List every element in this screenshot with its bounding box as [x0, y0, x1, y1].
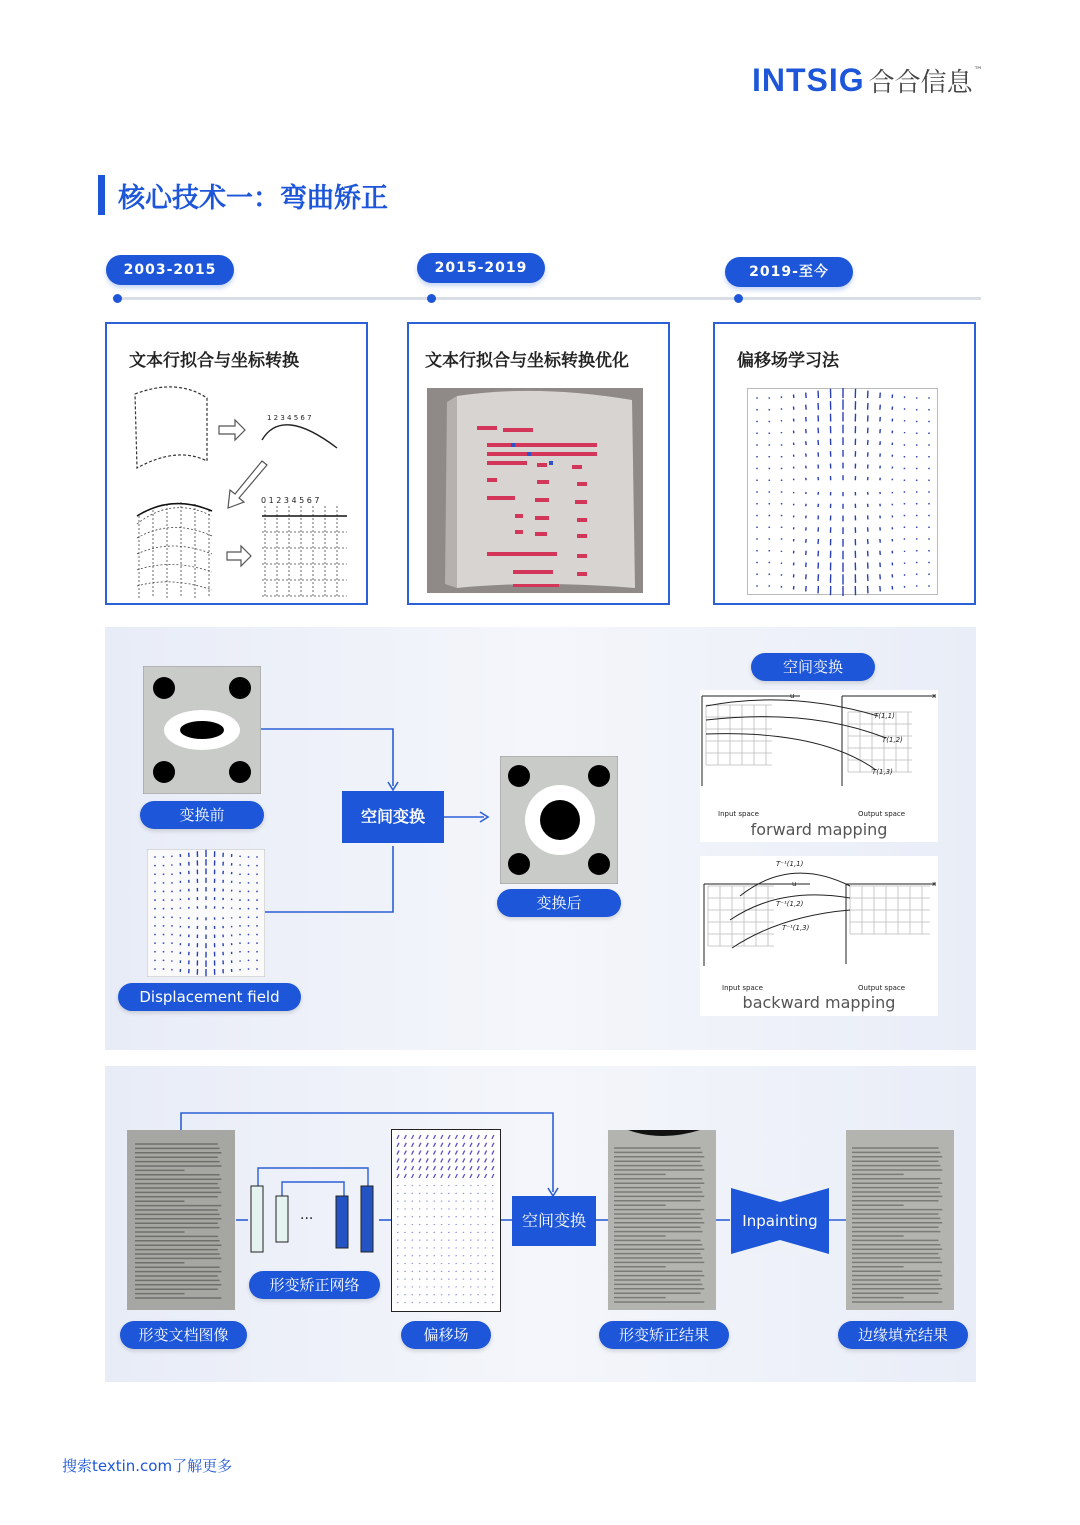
vector-stroke [477, 1302, 479, 1303]
vector-stroke [426, 1217, 428, 1218]
vector-stroke [404, 1248, 406, 1249]
vector-stroke [434, 1256, 436, 1257]
vector-stroke [419, 1209, 421, 1210]
vector-stroke [404, 1217, 406, 1218]
vector-stroke [470, 1263, 472, 1264]
vector-stroke [485, 1232, 487, 1233]
backward-mapping-caption: backward mapping [742, 993, 896, 1012]
vector-stroke [470, 1302, 472, 1303]
vector-stroke [470, 1185, 472, 1186]
vector-stroke [397, 1209, 399, 1210]
vector-stroke [441, 1193, 443, 1194]
vector-stroke [448, 1256, 450, 1257]
vector-stroke [397, 1224, 399, 1225]
vector-stroke [485, 1193, 487, 1194]
vector-stroke [455, 1263, 457, 1264]
vector-stroke [455, 1193, 457, 1194]
vector-stroke [441, 1232, 443, 1233]
forward-mapping-caption: forward mapping [750, 820, 888, 839]
vector-stroke [412, 1256, 414, 1257]
vector-stroke [397, 1185, 399, 1186]
vector-stroke [404, 1201, 406, 1202]
vector-stroke [492, 1256, 494, 1257]
vector-stroke [470, 1271, 472, 1272]
vector-stroke [441, 1217, 443, 1218]
vector-stroke [434, 1240, 436, 1241]
vector-stroke [441, 1279, 443, 1280]
vector-stroke [441, 1263, 443, 1264]
before-label: 变换前 [140, 801, 264, 829]
vector-stroke [426, 1224, 428, 1225]
vector-stroke [441, 1287, 443, 1288]
vector-stroke [397, 1279, 399, 1280]
vector-stroke [412, 1287, 414, 1288]
vector-stroke [412, 1201, 414, 1202]
vector-stroke [485, 1256, 487, 1257]
vector-stroke [492, 1295, 494, 1296]
vector-stroke [455, 1302, 457, 1303]
vector-stroke [470, 1193, 472, 1194]
timeline-period-1: 2003-2015 [106, 255, 234, 285]
vector-stroke [477, 1217, 479, 1218]
vector-stroke [477, 1256, 479, 1257]
vector-stroke [470, 1240, 472, 1241]
vector-stroke [485, 1271, 487, 1272]
vector-stroke [426, 1232, 428, 1233]
vector-stroke [470, 1256, 472, 1257]
vector-stroke [426, 1209, 428, 1210]
fwd-x: x [932, 692, 937, 700]
vector-stroke [426, 1201, 428, 1202]
inpainting-block [731, 1188, 829, 1254]
vector-stroke [477, 1279, 479, 1280]
vector-stroke [448, 1295, 450, 1296]
vector-stroke [463, 1240, 465, 1241]
vector-stroke [412, 1232, 414, 1233]
vector-stroke [485, 1201, 487, 1202]
vector-stroke [448, 1240, 450, 1241]
vector-stroke [404, 1224, 406, 1225]
offset-field-label: 偏移场 [401, 1321, 491, 1349]
vector-stroke [412, 1279, 414, 1280]
vector-stroke [441, 1248, 443, 1249]
vector-stroke [492, 1185, 494, 1186]
vector-stroke [463, 1232, 465, 1233]
vector-stroke [485, 1302, 487, 1303]
vector-stroke [492, 1248, 494, 1249]
vector-stroke [455, 1256, 457, 1257]
vector-stroke [477, 1271, 479, 1272]
vector-stroke [492, 1240, 494, 1241]
pipeline-spatial-transform-block: 空间变换 [512, 1196, 596, 1246]
bwd-t3: T⁻¹(1,3) [782, 924, 810, 932]
vector-stroke [492, 1279, 494, 1280]
vector-stroke [477, 1185, 479, 1186]
vector-stroke [485, 1287, 487, 1288]
after-label: 变换后 [497, 889, 621, 917]
vector-stroke [412, 1295, 414, 1296]
vector-stroke [477, 1224, 479, 1225]
logo-text-cn: 合合信息 [868, 68, 973, 98]
vector-stroke [492, 1263, 494, 1264]
vector-stroke [426, 1287, 428, 1288]
vector-stroke [397, 1256, 399, 1257]
vector-stroke [434, 1193, 436, 1194]
vector-stroke [463, 1193, 465, 1194]
vector-stroke [448, 1287, 450, 1288]
spatial-transform-block: 空间变换 [342, 791, 444, 843]
vector-stroke [426, 1240, 428, 1241]
inpainting-label: Inpainting [742, 1212, 818, 1230]
vector-stroke [404, 1232, 406, 1233]
vector-stroke [485, 1248, 487, 1249]
vector-stroke [397, 1217, 399, 1218]
svg-text:1 2 3 4 5 6 7: 1 2 3 4 5 6 7 [267, 414, 312, 422]
vector-stroke [434, 1263, 436, 1264]
vector-stroke [463, 1287, 465, 1288]
vector-stroke [404, 1287, 406, 1288]
vector-stroke [441, 1271, 443, 1272]
fwd-t1: T(1,1) [874, 712, 895, 720]
vector-stroke [419, 1193, 421, 1194]
vector-stroke [455, 1232, 457, 1233]
vector-stroke [434, 1302, 436, 1303]
vector-stroke [434, 1279, 436, 1280]
fwd-output-label: Output space [858, 810, 906, 818]
vector-stroke [463, 1185, 465, 1186]
vector-stroke [463, 1248, 465, 1249]
vector-stroke [434, 1217, 436, 1218]
vector-stroke [470, 1232, 472, 1233]
vector-stroke [426, 1185, 428, 1186]
vector-stroke [404, 1302, 406, 1303]
vector-stroke [463, 1271, 465, 1272]
vector-stroke [426, 1263, 428, 1264]
card-3-title: 偏移场学习法 [737, 351, 839, 371]
timeline-period-3: 2019-至今 [725, 257, 853, 287]
logo-text-en: INTSIG [752, 62, 865, 98]
vector-stroke [412, 1185, 414, 1186]
vector-stroke [419, 1302, 421, 1303]
vector-stroke [448, 1193, 450, 1194]
vector-stroke [455, 1271, 457, 1272]
fwd-u: u [790, 692, 795, 700]
vector-stroke [397, 1271, 399, 1272]
fwd-t3: T(1,3) [872, 768, 893, 776]
vector-stroke [492, 1201, 494, 1202]
vector-stroke [397, 1287, 399, 1288]
vector-stroke [448, 1209, 450, 1210]
vector-stroke [448, 1302, 450, 1303]
vector-stroke [448, 1279, 450, 1280]
vector-stroke [492, 1193, 494, 1194]
vector-stroke [463, 1201, 465, 1202]
vector-stroke [404, 1279, 406, 1280]
vector-stroke [434, 1201, 436, 1202]
vector-stroke [412, 1248, 414, 1249]
vector-stroke [463, 1295, 465, 1296]
vector-stroke [404, 1271, 406, 1272]
bwd-input-label: Input space [722, 984, 763, 992]
vector-stroke [412, 1240, 414, 1241]
vector-stroke [441, 1185, 443, 1186]
vector-stroke [412, 1263, 414, 1264]
bwd-t2: T⁻¹(1,2) [776, 900, 804, 908]
vector-stroke [463, 1224, 465, 1225]
correction-network-label: 形变矫正网络 [249, 1271, 380, 1299]
vector-stroke [419, 1201, 421, 1202]
vector-stroke [434, 1248, 436, 1249]
vector-stroke [434, 1185, 436, 1186]
vector-stroke [412, 1193, 414, 1194]
grid-digit-labels: 0 1 2 3 4 5 6 7 [261, 496, 320, 505]
vector-stroke [404, 1295, 406, 1296]
offset-field-image [391, 1129, 501, 1312]
vector-stroke [485, 1217, 487, 1218]
vector-stroke [412, 1224, 414, 1225]
vector-stroke [463, 1263, 465, 1264]
vector-stroke [419, 1287, 421, 1288]
vector-stroke [404, 1209, 406, 1210]
vector-stroke [419, 1263, 421, 1264]
vector-stroke [485, 1263, 487, 1264]
card-1-title: 文本行拟合与坐标转换 [129, 351, 299, 371]
vector-stroke [426, 1193, 428, 1194]
vector-stroke [404, 1240, 406, 1241]
vector-stroke [470, 1201, 472, 1202]
vector-stroke [448, 1271, 450, 1272]
vector-stroke [492, 1232, 494, 1233]
vector-stroke [397, 1240, 399, 1241]
vector-stroke [470, 1209, 472, 1210]
vector-stroke [448, 1217, 450, 1218]
vector-stroke [448, 1185, 450, 1186]
vector-stroke [426, 1256, 428, 1257]
vector-stroke [485, 1295, 487, 1296]
page-title: 核心技术一：弯曲矫正 [118, 183, 388, 214]
vector-stroke [463, 1256, 465, 1257]
vector-stroke [448, 1232, 450, 1233]
vector-stroke [434, 1287, 436, 1288]
vector-stroke [492, 1271, 494, 1272]
vector-stroke [470, 1295, 472, 1296]
vector-stroke [485, 1279, 487, 1280]
mapping-section-label: 空间变换 [751, 653, 875, 681]
vector-stroke [419, 1295, 421, 1296]
vector-stroke [419, 1248, 421, 1249]
inpainted-result-label: 边缘填充结果 [838, 1321, 968, 1349]
vector-stroke [397, 1232, 399, 1233]
bwd-u: u [792, 880, 797, 888]
vector-stroke [397, 1302, 399, 1303]
deformed-document-image [127, 1130, 235, 1310]
vector-stroke [485, 1224, 487, 1225]
vector-stroke [448, 1224, 450, 1225]
vector-stroke [426, 1271, 428, 1272]
vector-stroke [441, 1240, 443, 1241]
vector-stroke [419, 1232, 421, 1233]
vector-stroke [412, 1271, 414, 1272]
vector-stroke [419, 1279, 421, 1280]
vector-stroke [485, 1209, 487, 1210]
vector-stroke [477, 1209, 479, 1210]
vector-stroke [434, 1224, 436, 1225]
vector-stroke [477, 1201, 479, 1202]
vector-stroke [441, 1295, 443, 1296]
vector-stroke [463, 1217, 465, 1218]
displacement-field-label: Displacement field [118, 983, 301, 1011]
vector-stroke [470, 1224, 472, 1225]
vector-stroke [426, 1248, 428, 1249]
vector-stroke [404, 1185, 406, 1186]
vector-stroke [419, 1240, 421, 1241]
vector-stroke [492, 1209, 494, 1210]
corrected-result-label: 形变矫正结果 [599, 1321, 729, 1349]
vector-stroke [470, 1279, 472, 1280]
logo-trademark: ™ [973, 66, 983, 76]
vector-stroke [441, 1209, 443, 1210]
vector-stroke [492, 1217, 494, 1218]
vector-stroke [455, 1279, 457, 1280]
vector-stroke [434, 1209, 436, 1210]
vector-stroke [412, 1209, 414, 1210]
vector-stroke [397, 1295, 399, 1296]
vector-stroke [397, 1248, 399, 1249]
vector-stroke [441, 1256, 443, 1257]
deformed-document-label: 形变文档图像 [120, 1321, 247, 1349]
vector-stroke [426, 1279, 428, 1280]
bwd-t1: T⁻¹(1,1) [776, 860, 804, 868]
vector-stroke [492, 1302, 494, 1303]
vector-stroke [455, 1217, 457, 1218]
vector-stroke [448, 1248, 450, 1249]
vector-stroke [463, 1302, 465, 1303]
vector-stroke [463, 1209, 465, 1210]
vector-stroke [419, 1271, 421, 1272]
vector-stroke [419, 1217, 421, 1218]
vector-stroke [485, 1185, 487, 1186]
vector-stroke [412, 1217, 414, 1218]
vector-stroke [397, 1263, 399, 1264]
vector-stroke [404, 1263, 406, 1264]
vector-stroke [492, 1287, 494, 1288]
vector-stroke [477, 1240, 479, 1241]
vector-stroke [470, 1287, 472, 1288]
vector-stroke [470, 1248, 472, 1249]
vector-stroke [455, 1248, 457, 1249]
card-2-title: 文本行拟合与坐标转换优化 [425, 351, 629, 371]
vector-stroke [448, 1201, 450, 1202]
vector-stroke [477, 1287, 479, 1288]
vector-stroke [477, 1248, 479, 1249]
vector-stroke [441, 1201, 443, 1202]
vector-stroke [485, 1240, 487, 1241]
network-ellipsis: ··· [300, 1211, 314, 1227]
vector-stroke [419, 1256, 421, 1257]
vector-stroke [477, 1232, 479, 1233]
corrected-result-image [608, 1130, 716, 1310]
vector-stroke [404, 1193, 406, 1194]
vector-stroke [455, 1240, 457, 1241]
vector-stroke [455, 1209, 457, 1210]
vector-stroke [492, 1224, 494, 1225]
vector-stroke [441, 1224, 443, 1225]
vector-stroke [477, 1295, 479, 1296]
vector-stroke [455, 1185, 457, 1186]
vector-stroke [455, 1295, 457, 1296]
bwd-x: x [932, 880, 937, 888]
vector-stroke [426, 1302, 428, 1303]
vector-stroke [412, 1302, 414, 1303]
footer-link[interactable]: 搜索textin.com了解更多 [62, 1457, 233, 1475]
vector-stroke [434, 1232, 436, 1233]
timeline-period-2: 2015-2019 [417, 253, 545, 283]
vector-stroke [419, 1185, 421, 1186]
vector-stroke [426, 1295, 428, 1296]
vector-stroke [419, 1224, 421, 1225]
vector-stroke [434, 1295, 436, 1296]
vector-stroke [441, 1302, 443, 1303]
correction-network-diagram [248, 1166, 380, 1258]
vector-stroke [463, 1279, 465, 1280]
vector-stroke [404, 1256, 406, 1257]
fwd-t2: T(1,2) [882, 736, 903, 744]
vector-stroke [397, 1201, 399, 1202]
inpainted-result-image [846, 1130, 954, 1310]
vector-stroke [397, 1193, 399, 1194]
bwd-output-label: Output space [858, 984, 906, 992]
vector-stroke [448, 1263, 450, 1264]
vector-stroke [477, 1263, 479, 1264]
fwd-input-label: Input space [718, 810, 759, 818]
vector-stroke [455, 1224, 457, 1225]
vector-stroke [470, 1217, 472, 1218]
vector-stroke [455, 1287, 457, 1288]
vector-stroke [455, 1201, 457, 1202]
vector-stroke [477, 1193, 479, 1194]
vector-stroke [434, 1271, 436, 1272]
